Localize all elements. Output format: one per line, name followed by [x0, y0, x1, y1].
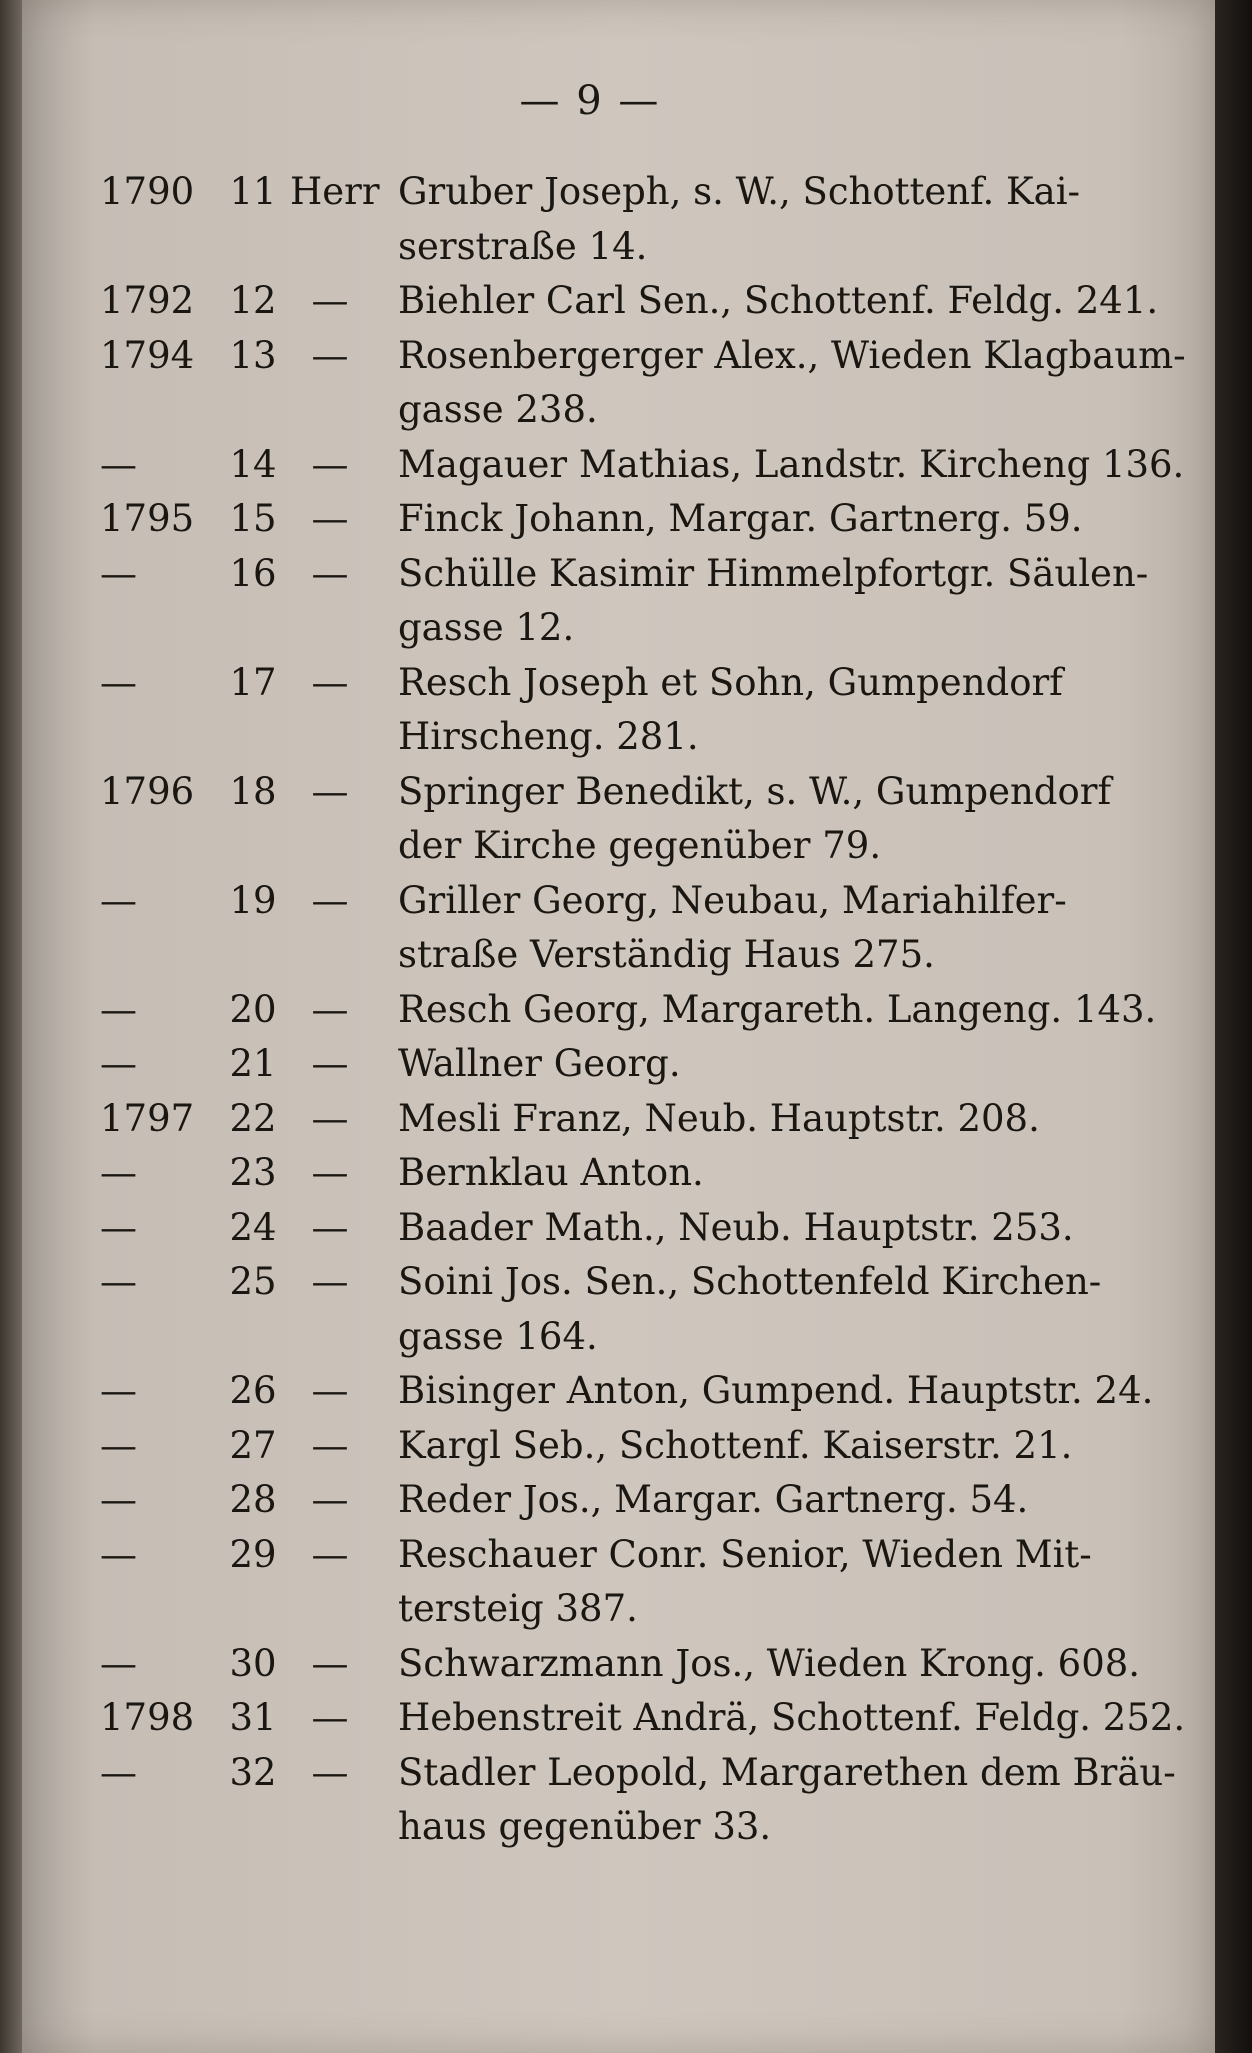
- entry-year: —: [100, 1260, 137, 1303]
- entry-num: 28: [229, 1478, 277, 1521]
- entry-text: Soini Jos. Sen., Schottenfeld Kirchen-: [398, 1260, 1102, 1303]
- entry-year: —: [100, 878, 137, 922]
- register-entries: [100, 170, 1186, 1860]
- register-entry: [100, 1151, 1100, 1206]
- entry-text: Magauer Mathias, Landstr. Kircheng 136.: [398, 442, 1185, 486]
- entry-title: —: [311, 1205, 349, 1249]
- entry-num: 18: [229, 769, 277, 813]
- entry-num: 25: [229, 1260, 277, 1303]
- entry-text: Mesli Franz, Neub. Hauptstr. 208.: [398, 1096, 1040, 1140]
- register-entry: [100, 170, 1100, 225]
- register-entry: [100, 769, 1112, 825]
- entry-num: 11: [229, 170, 277, 213]
- entry-title: —: [311, 1532, 349, 1576]
- register-entry-continuation: [100, 1587, 1100, 1642]
- entry-text: Reder Jos., Margar. Gartnerg. 54.: [398, 1478, 1029, 1521]
- entry-text: Schwarzmann Jos., Wieden Krong. 608.: [398, 1641, 1141, 1685]
- entry-year: 1797: [100, 1096, 195, 1140]
- register-entry: [100, 879, 1100, 934]
- entry-title: —: [311, 1478, 349, 1521]
- entry-title: —: [311, 1641, 349, 1685]
- entry-num: 23: [229, 1151, 277, 1194]
- entry-year: —: [100, 1532, 137, 1576]
- entry-num: 17: [229, 660, 277, 704]
- entry-num: 14: [229, 442, 277, 486]
- entry-year: —: [100, 1042, 137, 1085]
- register-entry: [100, 1206, 1100, 1261]
- register-entry-continuation: [100, 824, 1100, 879]
- entry-year: —: [100, 1641, 137, 1685]
- entry-text: Bernklau Anton.: [398, 1151, 704, 1194]
- register-entry: [100, 1696, 1186, 1751]
- entry-num: 15: [229, 497, 277, 540]
- register-entry: [100, 1042, 1100, 1097]
- entry-num: 16: [229, 551, 277, 595]
- entry-num: 22: [229, 1096, 277, 1140]
- entry-title: —: [311, 442, 349, 486]
- book-left-edge: [0, 0, 22, 2053]
- entry-num: 31: [229, 1696, 277, 1739]
- book-gutter: [1215, 0, 1252, 2053]
- entry-year: —: [100, 442, 137, 486]
- entry-title: —: [311, 1151, 349, 1194]
- entry-text: Bisinger Anton, Gumpend. Hauptstr. 24.: [398, 1369, 1154, 1412]
- entry-num: 29: [229, 1532, 277, 1576]
- register-entry-continuation: [100, 388, 1100, 443]
- entry-text: Hebenstreit Andrä, Schottenf. Feldg. 252.: [398, 1696, 1186, 1739]
- entry-title: —: [311, 1096, 349, 1140]
- entry-text: Kargl Seb., Schottenf. Kaiserstr. 21.: [398, 1423, 1073, 1467]
- register-entry: [100, 1478, 1100, 1533]
- entry-text: Wallner Georg.: [398, 1042, 681, 1085]
- entry-year: 1792: [100, 279, 195, 322]
- entry-text: straße Verständig Haus 275.: [398, 933, 935, 976]
- entry-text: haus gegenüber 33.: [398, 1805, 772, 1848]
- entry-text: Schülle Kasimir Himmelpfortgr. Säulen-: [398, 551, 1149, 595]
- register-entry: [100, 1533, 1100, 1588]
- entry-year: —: [100, 1151, 137, 1194]
- entry-title: —: [311, 279, 349, 322]
- entry-title: —: [311, 1696, 349, 1739]
- register-entry: [100, 1369, 1154, 1424]
- register-entry-continuation: [100, 225, 1100, 280]
- register-entry: [100, 1097, 1100, 1152]
- entry-year: —: [100, 987, 137, 1031]
- entry-num: 21: [229, 1042, 277, 1085]
- entry-year: —: [100, 1750, 137, 1794]
- register-entry: [100, 551, 1149, 607]
- register-entry-continuation: [100, 1805, 1100, 1860]
- entry-text: Biehler Carl Sen., Schottenf. Feldg. 241.: [398, 279, 1159, 322]
- register-entry-continuation: [100, 933, 1100, 988]
- entry-text: Baader Math., Neub. Hauptstr. 253.: [398, 1205, 1074, 1249]
- page-number: — 9 —: [519, 78, 661, 124]
- entry-num: 12: [229, 279, 277, 322]
- register-entry: [100, 661, 1100, 716]
- register-entry: [100, 333, 1186, 389]
- entry-num: 13: [229, 333, 277, 377]
- register-entry-continuation: [100, 606, 1100, 661]
- entry-num: 27: [229, 1423, 277, 1467]
- entry-text: Rosenbergerger Alex., Wieden Klagbaum-: [398, 333, 1186, 377]
- entry-text: Resch Georg, Margareth. Langeng. 143.: [398, 987, 1157, 1031]
- entry-text: der Kirche gegenüber 79.: [398, 824, 882, 867]
- register-entry-continuation: [100, 1315, 1100, 1370]
- entry-title: —: [311, 1260, 349, 1303]
- entry-year: —: [100, 1369, 137, 1412]
- register-entry: [100, 442, 1185, 498]
- register-entry: [100, 1424, 1100, 1479]
- entry-num: 20: [229, 987, 277, 1031]
- entry-title: —: [311, 878, 349, 922]
- entry-year: 1796: [100, 769, 195, 813]
- entry-year: —: [100, 1423, 137, 1467]
- entry-title: Herr: [290, 170, 380, 213]
- entry-text: Stadler Leopold, Margarethen dem Bräu-: [398, 1750, 1176, 1794]
- entry-num: 19: [229, 878, 277, 922]
- entry-title: —: [311, 333, 349, 377]
- entry-text: Griller Georg, Neubau, Mariahilfer-: [398, 878, 1067, 922]
- entry-year: 1790: [100, 170, 195, 213]
- register-entry-continuation: [100, 715, 1100, 770]
- entry-text: Gruber Joseph, s. W., Schottenf. Kai-: [398, 170, 1081, 213]
- entry-text: serstraße 14.: [398, 224, 648, 268]
- register-entry: [100, 497, 1100, 552]
- entry-num: 32: [229, 1750, 277, 1794]
- register-entry: [100, 279, 1159, 334]
- entry-num: 30: [229, 1641, 277, 1685]
- register-entry: [100, 1641, 1141, 1697]
- entry-year: 1794: [100, 333, 195, 377]
- register-entry: [100, 1750, 1176, 1806]
- entry-title: —: [311, 497, 349, 540]
- entry-text: Hirscheng. 281.: [398, 715, 699, 758]
- entry-text: Finck Johann, Margar. Gartnerg. 59.: [398, 497, 1083, 540]
- entry-text: gasse 12.: [398, 606, 575, 649]
- entry-year: 1798: [100, 1696, 195, 1739]
- entry-title: —: [311, 1750, 349, 1794]
- entry-year: —: [100, 1205, 137, 1249]
- entry-title: —: [311, 769, 349, 813]
- entry-text: Springer Benedikt, s. W., Gumpendorf: [398, 769, 1112, 813]
- entry-title: —: [311, 1369, 349, 1412]
- entry-text: tersteig 387.: [398, 1587, 638, 1630]
- entry-year: —: [100, 1478, 137, 1521]
- register-entry: [100, 1260, 1100, 1315]
- entry-text: gasse 238.: [398, 388, 598, 431]
- entry-text: Resch Joseph et Sohn, Gumpendorf: [398, 660, 1063, 704]
- entry-year: —: [100, 551, 137, 595]
- entry-text: Reschauer Conr. Senior, Wieden Mit-: [398, 1532, 1092, 1576]
- entry-year: 1795: [100, 497, 195, 540]
- entry-title: —: [311, 987, 349, 1031]
- entry-title: —: [311, 1042, 349, 1085]
- register-entry: [100, 987, 1157, 1043]
- entry-text: gasse 164.: [398, 1314, 598, 1358]
- entry-num: 26: [229, 1369, 277, 1412]
- entry-title: —: [311, 1423, 349, 1467]
- entry-title: —: [311, 551, 349, 595]
- entry-num: 24: [229, 1205, 277, 1249]
- entry-year: —: [100, 660, 137, 704]
- entry-title: —: [311, 660, 349, 704]
